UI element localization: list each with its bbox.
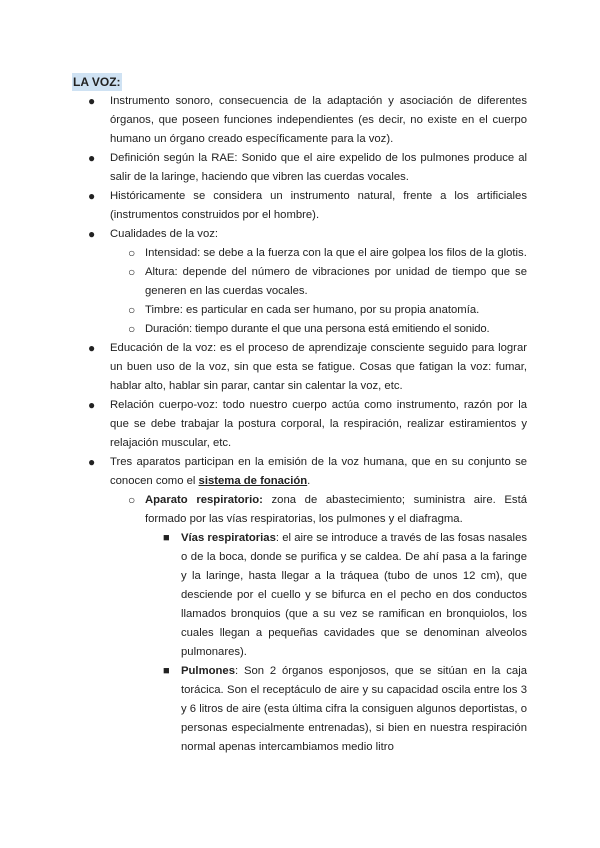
sub-list-item: [128, 244, 527, 263]
airways-text: : el aire se introduce a través de las fosas nasales o de la boca, donde se purifica y se caldea. De ahí pasa a la faringe y la laringe, hasta llegar a la tráquea (tubo de unos 12 cm), que desciende por el cuello y se bifurca en el pecho en dos conductos llamados bronquios (que a su vez se ramifican en bronquiolos, los cuales llegan a pequeñas cavidades que se denominan alveolos pulmonares).: [181, 532, 527, 658]
lungs-label: Pulmones: [181, 665, 235, 677]
list-item-text: Tres aparatos participan en la emisión de la voz humana, que en su conjunto se conocen como el: [110, 456, 527, 487]
list-item-text: Históricamente se considera un instrumento natural, frente a los artificiales (instrumentos construidos por el hombre).: [110, 190, 527, 221]
circle-bullet-icon: ○: [128, 265, 136, 279]
list-item: [88, 453, 527, 491]
bullet-icon: ●: [88, 398, 96, 412]
bullet-icon: ●: [88, 227, 96, 241]
list-item-text-end: .: [307, 475, 311, 487]
lungs-text: : Son 2 órganos esponjosos, que se sitúan en la caja torácica. Son el receptáculo de aire y su capacidad oscila entre los 3 y 6 litros de aire (esta última cifra la consiguen algunos deportistas, o personas especialmente entrenadas), si bien en nuestra respiración normal apenas intercambiamos medio litro: [181, 665, 527, 753]
sub-sub-list-item: [163, 662, 527, 757]
sub-list-item-text: Timbre: es particular en cada ser humano, por su propia anatomía.: [145, 304, 480, 316]
list-item-text: Definición según la RAE: Sonido que el aire expelido de los pulmones produce al salir de la laringe, haciendo que vibren las cuerdas vocales.: [110, 152, 527, 183]
list-item: [88, 149, 527, 187]
list-item-text: Relación cuerpo-voz: todo nuestro cuerpo actúa como instrumento, razón por la que se debe trabajar la postura corporal, la respiración, realizar estiramientos y relajación muscular, etc.: [110, 399, 527, 449]
airways-label: Vías respiratorias: [181, 532, 276, 544]
list-item: [88, 396, 527, 453]
sub-list-item-text: Duración: tiempo durante el que una persona está emitiendo el sonido.: [145, 323, 490, 335]
bullet-icon: ●: [88, 341, 96, 355]
list-item: [88, 225, 527, 244]
phonation-system-term: sistema de fonación: [198, 475, 308, 487]
circle-bullet-icon: ○: [128, 303, 136, 317]
list-item: [88, 92, 527, 149]
square-bullet-icon: ■: [163, 665, 170, 677]
respiratory-text: zona de abastecimiento; suministra aire. Está formado por las vías respiratorias, los pulmones y el diafragma.: [145, 494, 527, 525]
sub-list-item: [128, 320, 527, 339]
circle-bullet-icon: ○: [128, 493, 136, 507]
list-item: [88, 187, 527, 225]
list-item-text: Cualidades de la voz:: [110, 228, 219, 240]
respiratory-label: Aparato respiratorio:: [145, 494, 263, 506]
list-item-text: Educación de la voz: es el proceso de aprendizaje consciente seguido para lograr un buen uso de la voz, sin que esta se fatigue. Cosas que fatigan la voz: fumar, hablar alto, hablar sin parar, cantar sin calentar la voz, etc.: [110, 342, 527, 392]
circle-bullet-icon: ○: [128, 246, 136, 260]
sub-sub-list-item: [163, 529, 527, 662]
sub-list-item: [128, 491, 527, 529]
list-item-text: Instrumento sonoro, consecuencia de la adaptación y asociación de diferentes órganos, que poseen funciones independientes (es decir, no existe en el cuerpo humano un órgano creado específicamente para la voz).: [110, 95, 527, 145]
sub-list-item: [128, 301, 527, 320]
bullet-icon: ●: [88, 189, 96, 203]
bullet-icon: ●: [88, 151, 96, 165]
bullet-icon: ●: [88, 455, 96, 469]
list-item: [88, 339, 527, 396]
document-body: [0, 92, 600, 757]
bullet-icon: ●: [88, 94, 96, 108]
circle-bullet-icon: ○: [128, 322, 136, 336]
sub-list-item-text: Intensidad: se debe a la fuerza con la que el aire golpea los filos de la glotis.: [145, 247, 527, 259]
sub-list-item-text: Altura: depende del número de vibraciones por unidad de tiempo que se generen en las cuerdas vocales.: [145, 266, 527, 297]
square-bullet-icon: ■: [163, 532, 170, 544]
page-title: LA VOZ:: [73, 75, 121, 89]
sub-list-item: [128, 263, 527, 301]
